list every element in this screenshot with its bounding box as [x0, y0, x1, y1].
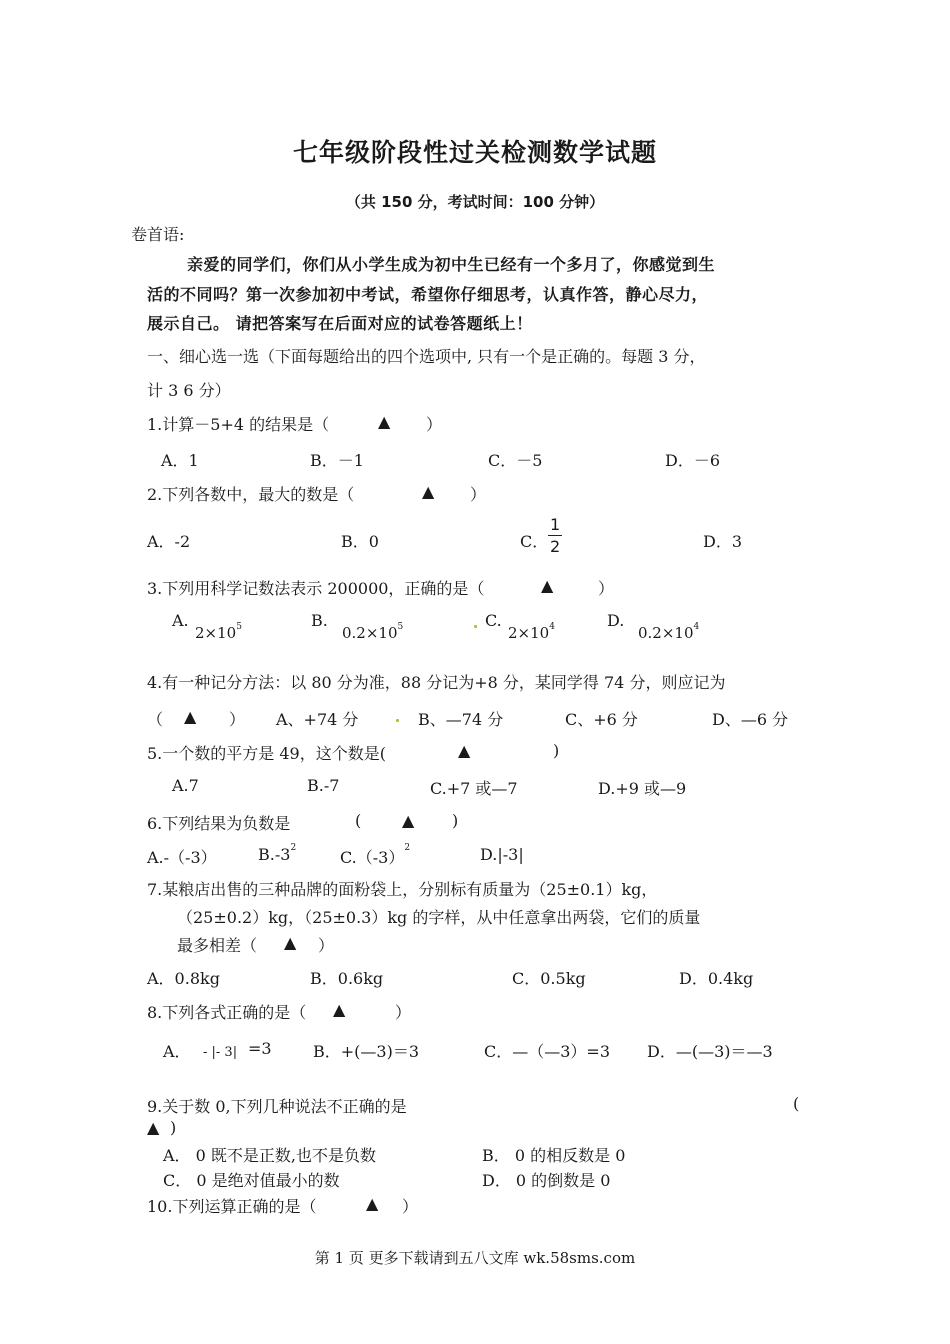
close-paren: ） — [402, 1197, 419, 1216]
option-a: A、+74 分 — [276, 710, 359, 729]
open-paren: （ — [147, 710, 164, 729]
option-d: D．—(—3)＝—3 — [647, 1042, 773, 1061]
answer-mark: ▲ — [402, 811, 415, 830]
option-a: A．1 — [161, 451, 199, 470]
option-a: A．-2 — [147, 532, 191, 551]
option-b: B． 0 的相反数是 0 — [482, 1146, 626, 1165]
close-paren: ） — [395, 1003, 412, 1022]
option-b: $B.-3^2$ — [258, 843, 297, 864]
close-paren: ） — [598, 579, 615, 598]
option-c: C．0.5kg — [512, 969, 586, 988]
option-b: B．0 — [341, 532, 379, 551]
option-d: D、—6 分 — [712, 710, 789, 729]
question-7-line-3: 最多相差（ — [177, 936, 258, 955]
question-5-stem: 5.一个数的平方是 49，这个数是( — [147, 744, 386, 763]
answer-mark: ▲ — [184, 707, 197, 726]
fraction-one-half — [548, 515, 562, 558]
answer-mark: ▲ — [366, 1194, 379, 1213]
option-b: B、—74 分 — [418, 710, 504, 729]
question-1-stem: 1.计算－5+4 的结果是（ — [147, 415, 330, 434]
option-c: $C.(-3)^2$ — [340, 843, 411, 867]
answer-mark: ▲ — [458, 741, 471, 760]
exam-info: （共 150 分，考试时间：100 分钟） — [345, 193, 605, 211]
close-paren: ） — [426, 415, 443, 434]
option-a: A.7 — [172, 776, 199, 795]
option-c: C．—（—3）=3 — [484, 1042, 611, 1061]
answer-mark: ▲ — [333, 1000, 346, 1019]
option-c-label: C． — [520, 532, 549, 551]
close-paren: ) — [170, 1118, 177, 1137]
option-d: D．－6 — [665, 451, 721, 470]
option-c-label: C. — [485, 611, 502, 630]
option-d: D.+9 或—9 — [598, 779, 687, 798]
question-7-line-1: 7.某粮店出售的三种品牌的面粉袋上，分别标有质量为（25±0.1）kg， — [147, 880, 658, 899]
option-d: D． 0 的倒数是 0 — [482, 1171, 611, 1190]
option-a: A． 0 既不是正数,也不是负数 — [163, 1146, 376, 1165]
fraction-numerator: 1 — [550, 515, 561, 534]
question-3-stem: 3.下列用科学记数法表示 200000，正确的是（ — [147, 579, 485, 598]
question-6-stem: 6.下列结果为负数是 — [147, 814, 291, 833]
exponent: 2 — [404, 843, 411, 853]
option-a-value: $2\times 10^5$ — [195, 622, 242, 642]
close-paren: ) — [553, 741, 560, 760]
open-paren: ( — [793, 1094, 800, 1113]
exponent: 2 — [290, 843, 297, 853]
option-c-value: $2\times 10^4$ — [508, 622, 555, 642]
option-c: C.+7 或—7 — [430, 779, 518, 798]
section-1-heading-cont: 计 3 6 分） — [147, 381, 231, 400]
page-footer: 第 1 页 更多下载请到五八文库 wk.58sms.com — [314, 1249, 636, 1267]
question-8-stem: 8.下列各式正确的是（ — [147, 1003, 307, 1022]
answer-mark: ▲ — [422, 482, 435, 501]
question-4-stem: 4.有一种记分方法：以 80 分为准，88 分记为+8 分，某同学得 74 分，则应记为 — [147, 673, 726, 692]
question-7-line-2: （25±0.2）kg，（25±0.3）kg 的字样，从中任意拿出两袋，它们的质量 — [177, 908, 701, 927]
open-paren: ( — [355, 811, 362, 830]
exponent: 4 — [693, 622, 700, 632]
question-9-stem: 9.关于数 0,下列几种说法不正确的是 — [147, 1097, 407, 1116]
option-b-label: B. — [311, 611, 328, 630]
preface-line-3: 展示自己。 请把答案写在后面对应的试卷答题纸上！ — [147, 314, 533, 333]
question-10-stem: 10.下列运算正确的是（ — [147, 1197, 317, 1216]
option-d: D．3 — [703, 532, 743, 551]
exponent: 5 — [397, 622, 404, 632]
option-a-label: A． — [163, 1042, 191, 1061]
option-d-value: $0.2\times 10^4$ — [638, 622, 700, 642]
close-paren: ) — [452, 811, 459, 830]
exponent: 5 — [236, 622, 242, 632]
fraction-denominator: 2 — [550, 537, 561, 556]
preface-label: 卷首语: — [131, 225, 185, 244]
scan-speck — [396, 719, 399, 722]
close-paren: ） — [318, 936, 335, 955]
question-2-stem: 2.下列各数中，最大的数是（ — [147, 485, 355, 504]
preface-line-1: 亲爱的同学们，你们从小学生成为初中生已经有一个多月了，你感觉到生 — [187, 255, 716, 274]
scan-speck — [474, 625, 477, 628]
answer-mark: ▲ — [284, 933, 297, 952]
exponent: 4 — [549, 622, 555, 632]
option-a-rest: =3 — [248, 1039, 272, 1058]
option-b: B．0.6kg — [310, 969, 384, 988]
option-a: A．0.8kg — [147, 969, 220, 988]
option-c: C． 0 是绝对值最小的数 — [163, 1171, 340, 1190]
option-a: A.-（-3） — [147, 848, 217, 867]
answer-mark: ▲ — [378, 412, 391, 431]
option-b: B.-7 — [307, 776, 340, 795]
preface-line-2: 活的不同吗？第一次参加初中考试，希望你仔细思考，认真作答，静心尽力， — [147, 285, 709, 304]
section-1-heading: 一、细心选一选（下面每题给出的四个选项中, 只有一个是正确的。每题 3 分， — [147, 347, 706, 366]
option-a-expression: - |- 3| — [203, 1045, 238, 1060]
option-d-label: D. — [607, 611, 625, 630]
close-paren: ） — [229, 710, 246, 729]
option-d: D．0.4kg — [679, 969, 754, 988]
option-b: B．+(—3)＝3 — [313, 1042, 420, 1061]
answer-mark: ▲ — [541, 576, 554, 595]
option-d: D.|-3| — [480, 845, 524, 864]
page-title: 七年级阶段性过关检测数学试题 — [292, 138, 657, 167]
option-b-value: $0.2\times 10^5$ — [342, 622, 404, 642]
answer-mark: ▲ — [147, 1118, 160, 1137]
option-c: C、+6 分 — [565, 710, 638, 729]
option-b: B．－1 — [310, 451, 364, 470]
option-a-label: A. — [172, 611, 189, 630]
option-c: C．－5 — [488, 451, 543, 470]
close-paren: ） — [470, 485, 487, 504]
